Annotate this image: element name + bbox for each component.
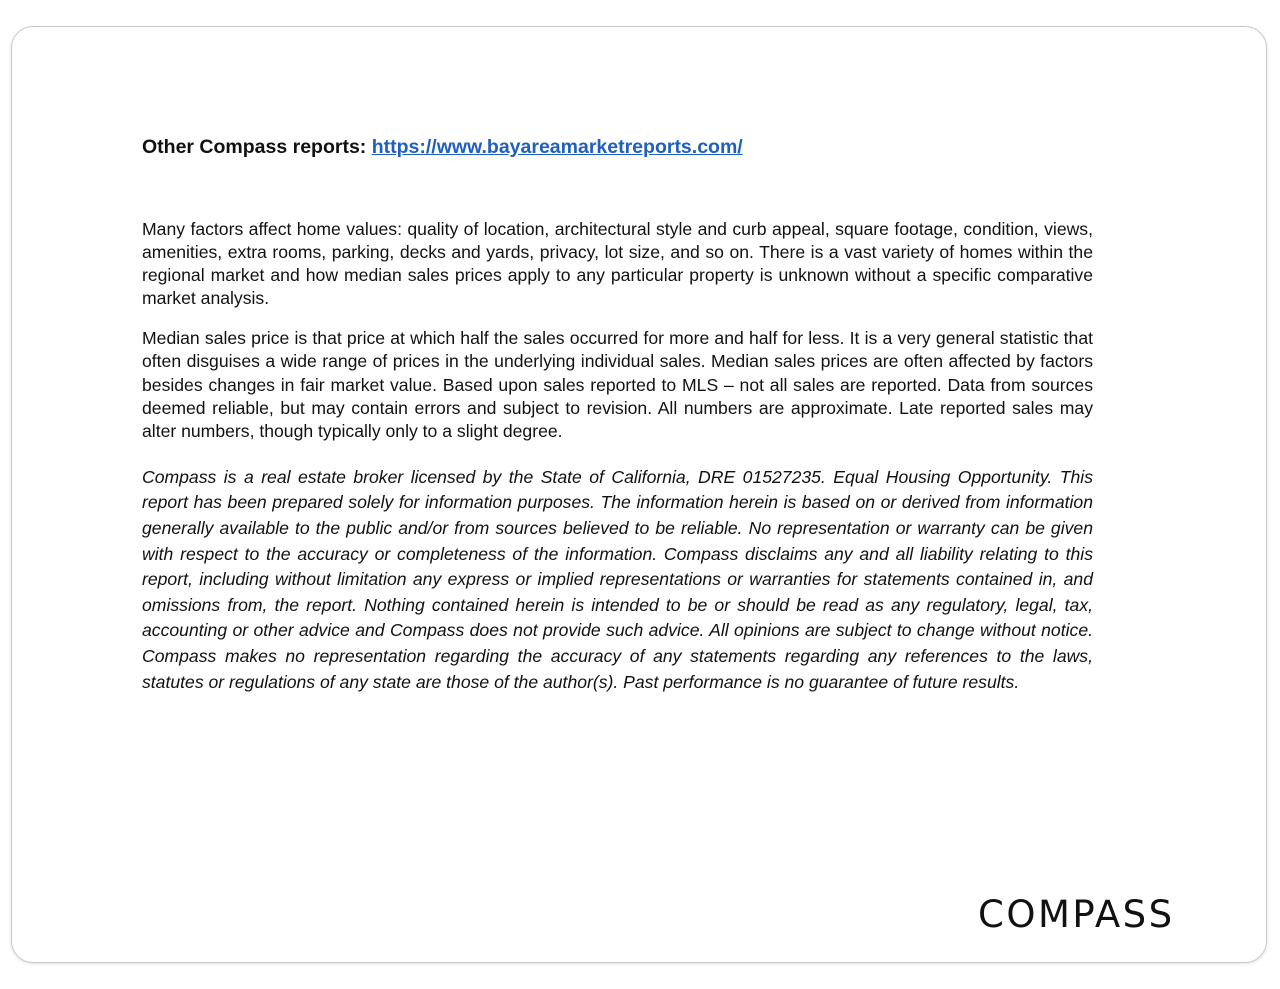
document-content (142, 134, 1093, 695)
compass-logo: COMPASS (978, 893, 1175, 936)
home-values-paragraph: Many factors affect home values: quality of location, architectural style and curb appeal, square footage, condition, views, amenities, extra rooms, parking, decks and yards, privacy, lot size, and so on. There is a vast variety of homes within the regional market and how median sales prices apply to any particular property is unknown without a specific comparative market analysis. (142, 219, 1093, 309)
reports-link[interactable]: https://www.bayareamarketreports.com/ (371, 136, 743, 158)
legal-disclaimer: Compass is a real estate broker licensed by the State of California, DRE 01527235. Equal Housing Opportunity. This report has been prepared solely for information purposes. The information herein is based on or derived from information generally available to the public and/or from sources believed to be reliable. No representation or warranty can be given with respect to the accuracy or completeness of the information. Compass disclaims any and all liability relating to this report, including without limitation any express or implied representations or warranties for statements contained in, and omissions from, the report. Nothing contained herein is intended to be or should be read as any regulatory, legal, tax, accounting or other advice and Compass does not provide such advice. All opinions are subject to change without notice. Compass makes no representation regarding the accuracy of any statements regarding any references to the laws, statutes or regulations of any state are those of the author(s). Past performance is no guarantee of future results. (142, 466, 1093, 692)
other-reports-line (142, 134, 1093, 160)
median-price-paragraph: Median sales price is that price at which half the sales occurred for more and half for less. It is a very general statistic that often disguises a wide range of prices in the underlying individual sales. Median sales prices are often affected by factors besides changes in fair market value. Based upon sales reported to MLS – not all sales are reported. Data from sources deemed reliable, but may contain errors and subject to revision. All numbers are approximate. Late reported sales may alter numbers, though typically only to a slight degree. (142, 328, 1093, 441)
other-reports-label: Other Compass reports: (142, 136, 367, 158)
